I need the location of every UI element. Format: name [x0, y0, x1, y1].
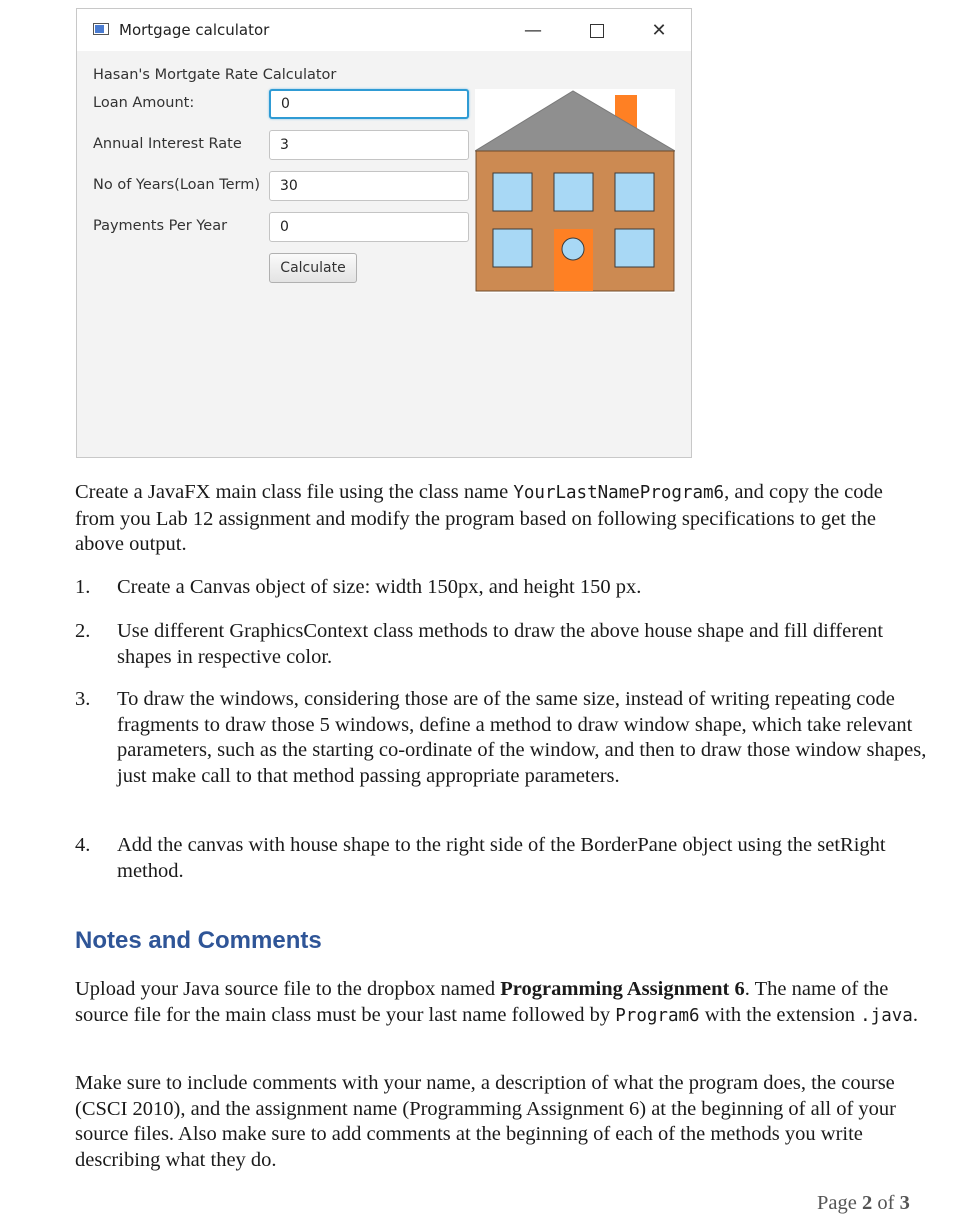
loan-term-input[interactable]	[269, 171, 469, 201]
loan-term-label: No of Years(Loan Term)	[93, 177, 261, 193]
footer-text: of	[872, 1192, 900, 1214]
minimize-button[interactable]: —	[524, 20, 542, 41]
window	[615, 173, 654, 211]
interest-rate-input[interactable]	[269, 130, 469, 160]
footer-text: Page	[817, 1192, 862, 1214]
program-name-code: Program6	[615, 1005, 700, 1026]
house-canvas	[475, 89, 675, 293]
intro-text: Create a JavaFX main class file using the class name	[75, 481, 514, 503]
loan-amount-input[interactable]	[269, 89, 469, 119]
extension-code: .java	[860, 1005, 913, 1026]
current-page: 2	[861, 1192, 873, 1214]
intro-text-end: , and copy the code from you Lab 12 assignment and modify the program based on following specifications to get the above output.	[75, 481, 883, 555]
payments-per-year-label: Payments Per Year	[93, 218, 228, 234]
window-title: Mortgage calculator	[119, 21, 270, 39]
interest-rate-label: Annual Interest Rate	[93, 136, 242, 152]
step-number: 2.	[75, 620, 91, 642]
maximize-button[interactable]	[575, 17, 619, 45]
step-text: To draw the windows, considering those are of the same size, instead of writing repeating code fragments to draw those 5 windows, define a method to draw window shape, which take relevant parameters, such as the starting co-ordinate of the window, and then to draw those window shapes, just make call to that method passing appropriate parameters.	[117, 688, 927, 787]
step-text: Add the canvas with house shape to the right side of the BorderPane object using the setRight method.	[117, 834, 886, 882]
calculate-button[interactable]: Calculate	[269, 253, 357, 283]
door-window	[562, 238, 584, 260]
total-pages: 3	[899, 1192, 910, 1214]
step-number: 3.	[75, 688, 91, 710]
window	[493, 173, 532, 211]
page-footer	[817, 1192, 910, 1215]
close-button[interactable]: ✕	[651, 20, 667, 41]
step-text: Create a Canvas object of size: width 150px, and height 150 px.	[117, 576, 642, 598]
payments-per-year-input[interactable]	[269, 212, 469, 242]
upload-text: . The name of the source file for the main class must be your last name followed by	[75, 978, 889, 1026]
app-icon	[93, 23, 109, 35]
window-titlebar	[77, 9, 691, 51]
loan-amount-label: Loan Amount:	[93, 95, 195, 111]
window	[493, 229, 532, 267]
upload-text: .	[912, 1003, 918, 1026]
step-text: Use different GraphicsContext class methods to draw the above house shape and fill different shapes in respective color.	[117, 620, 884, 668]
upload-text: Upload your Java source file to the dropbox named	[75, 978, 501, 1000]
class-name-code: YourLastNameProgram6	[513, 483, 725, 503]
upload-paragraph	[75, 977, 925, 1029]
step-number: 1.	[75, 576, 91, 598]
comments-paragraph: Make sure to include comments with your name, a description of what the program does, the course (CSCI 2010), and the assignment name (Programming Assignment 6) at the beginning of all of your source files. Also make sure to add comments at the beginning of each of the methods you write describing what they do.	[75, 1072, 897, 1171]
calculator-heading: Hasan's Mortgate Rate Calculator	[93, 67, 337, 83]
maximize-icon	[590, 24, 604, 38]
dropbox-name: Programming Assignment 6	[500, 978, 745, 1000]
window	[615, 229, 654, 267]
notes-heading: Notes and Comments	[75, 927, 322, 954]
intro-paragraph	[75, 480, 925, 558]
upload-text: with the extension	[699, 1003, 861, 1026]
step-number: 4.	[75, 834, 91, 856]
window	[554, 173, 593, 211]
mortgage-calculator-window	[76, 8, 692, 458]
